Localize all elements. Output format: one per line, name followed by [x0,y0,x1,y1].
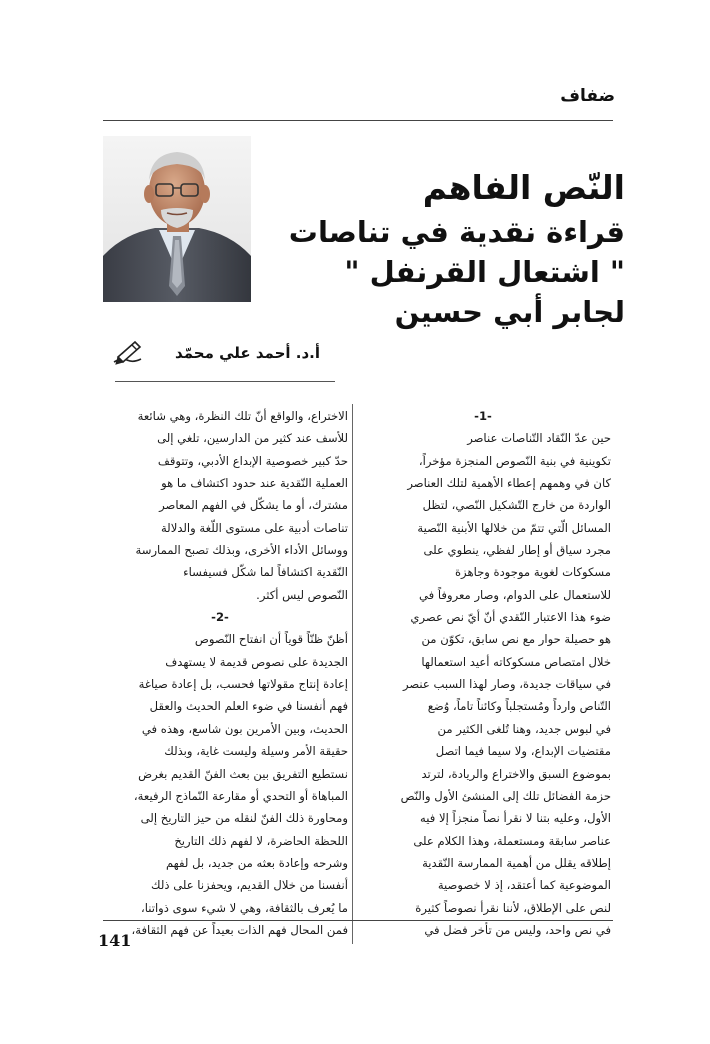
paragraph-line: فهم أنفسنا في ضوء العلم الحديث والعقل [149,699,348,714]
paragraph-line: مقتضيات الإبداع، ولا سيما فيما اتصل [435,744,611,759]
top-rule [103,120,613,121]
paragraph-line: للأسف عند كثير من الدارسين، تلغي إلى [157,431,348,446]
paragraph-line: لنص على الإطلاق، لأننا نقرأ نصوصاً كثيرة [415,900,611,915]
paragraph-line: وشرحه وإعادة بعثه من جديد، بل لفهم [165,855,348,870]
paragraph-line: المسائل الّتي تتمّ من خلالها الأبنية النّصية [417,520,611,535]
paragraph-line: التّناص وارداً ومُستجلباً وكائناً تاماً، وُضع [427,699,611,714]
paragraph-line: ضوء هذا الاعتبار النّقدي أنّ أيّ نص عصري [410,610,611,625]
paragraph-line: مجرد سياق أو إطار لفظي، ينطوي على [423,543,611,558]
paragraph-line: اللحظة الحاضرة، لا لفهم ذلك التاريخ [174,833,348,848]
pen-icon [111,338,145,368]
paragraph-line: ومحاورة ذلك الفنّ لنقله من حيز التاريخ إلى [140,811,348,826]
subtitle-line-2: " اشتعال القرنفل " [344,255,625,289]
paragraph-line: إطلاقه يقلل من أهمية الممارسة النّقدية [422,855,611,870]
title-block [265,168,625,332]
paragraph-line: للاستعمال على الدوام، وصار معروفاً في [419,587,611,602]
subtitle-line-1: قراءة نقدية في تناصات [288,215,625,249]
page-number: 141 [98,931,132,950]
paragraph-line: في لبوس جديد، وهنا تُلغى الكثير من [437,721,611,736]
paragraph-line: خلال امتصاص مسكوكاته أعيد استعمالها [421,654,611,669]
subtitle-line-3: لجابر أبي حسين [394,295,625,329]
paragraph-line: الحديث، وبين الأمرين بون شاسع، وهذه في [141,721,348,736]
paragraph-line: في نص واحد، وليس من تأخر فضل في [424,922,611,937]
paragraph-line: كان في وهمهم إعطاء الأهمية لتلك العناصر [407,476,611,491]
article-column-left [92,405,348,941]
section-number: -2- [211,610,229,625]
paragraph-line: حزمة الفضائل تلك إلى المنشئ الأول والنّص [400,788,611,803]
paragraph-line: تناصات أدبية على مستوى اللّغة والدلالة [160,520,348,535]
paragraph-line: الاختراع، والواقع أنّ تلك النظرة، وهي شائعة [137,409,348,423]
paragraph-line: بموضوع السبق والاختراع والريادة، لترتد [421,766,611,781]
paragraph-line: حقيقة الأمر وسيلة وليست غاية، وبذلك [164,744,348,759]
author-portrait [103,136,251,302]
paragraph-line: الواردة من خارج التّشكيل النّصي، لتظل [422,498,611,513]
bottom-rule [103,920,613,921]
paragraph-line: حين عدّ النّقاد التّناصات عناصر [467,431,611,446]
paragraph-line: النّقدية اكتشافاً لما شكّل فسيفساء [183,565,348,580]
paragraph-line: مسكوكات لغوية موجودة وجاهزة [454,565,611,580]
paragraph-line: الموضوعية كما أعتقد، إذ لا خصوصية [437,878,611,893]
paragraph-line: مشترك، أو ما يشكّل في الفهم المعاصر [159,498,348,513]
paragraph-line: حدّ كبير خصوصية الإبداع الأدبي، وتتوقف [157,453,348,468]
section-label: ضفاف [560,86,615,106]
section-number: -1- [474,409,492,423]
paragraph-line: الجديدة على نصوص قديمة لا يستهدف [165,654,348,669]
article-column-right [355,405,611,941]
author-rule [115,381,335,382]
paragraph-line: إعادة إنتاج مقولاتها فحسب، بل إعادة صياغة [138,677,348,692]
paragraph-line: الأول، وعليه بتنا لا نقرأ نصاً منجزاً إلا فيه [420,811,611,826]
author-name: أ.د. أحمد علي محمّد [175,344,320,362]
paragraph-line: أنفسنا من خلال القديم، ويحفزنا على ذلك [151,878,348,893]
paragraph-line: ما يُعرف بالثقافة، وهي لا شيء سوى ذواتنا، [140,900,348,915]
article-title: النّص الفاهم [422,168,625,207]
paragraph-line: تكوينية في بنية النّصوص المنجزة مؤخراً، [418,453,611,468]
author-byline [120,336,320,372]
paragraph-line: هو حصيلة حوار مع نص سابق، تكوّن من [421,632,611,647]
paragraph-line: أظنّ ظنّاً قوياً أن انفتاح النّصوص [194,632,348,647]
paragraph-line: عناصر سابقة ومستعملة، وهذا الكلام على [413,833,611,848]
paragraph-line: في سياقات جديدة، وصار لهذا السبب عنصر [402,677,611,692]
column-divider [352,404,353,944]
paragraph-line: نستطيع التفريق بين بعث الفنّ القديم بغرض [138,766,348,781]
paragraph-line: فمن المحال فهم الذات بعيداً عن فهم الثقافة، [131,922,348,937]
paragraph-line: ووسائل الأداء الأخرى، وبذلك تصبح الممارسة [135,543,348,558]
paragraph-line: المباهاة أو التحدي أو مقارعة النّماذج الرفيعة، [133,788,348,803]
paragraph-line: النّصوص ليس أكثر. [256,587,348,602]
paragraph-line: العملية النّقدية عند حدود اكتشاف ما هو [161,476,348,491]
